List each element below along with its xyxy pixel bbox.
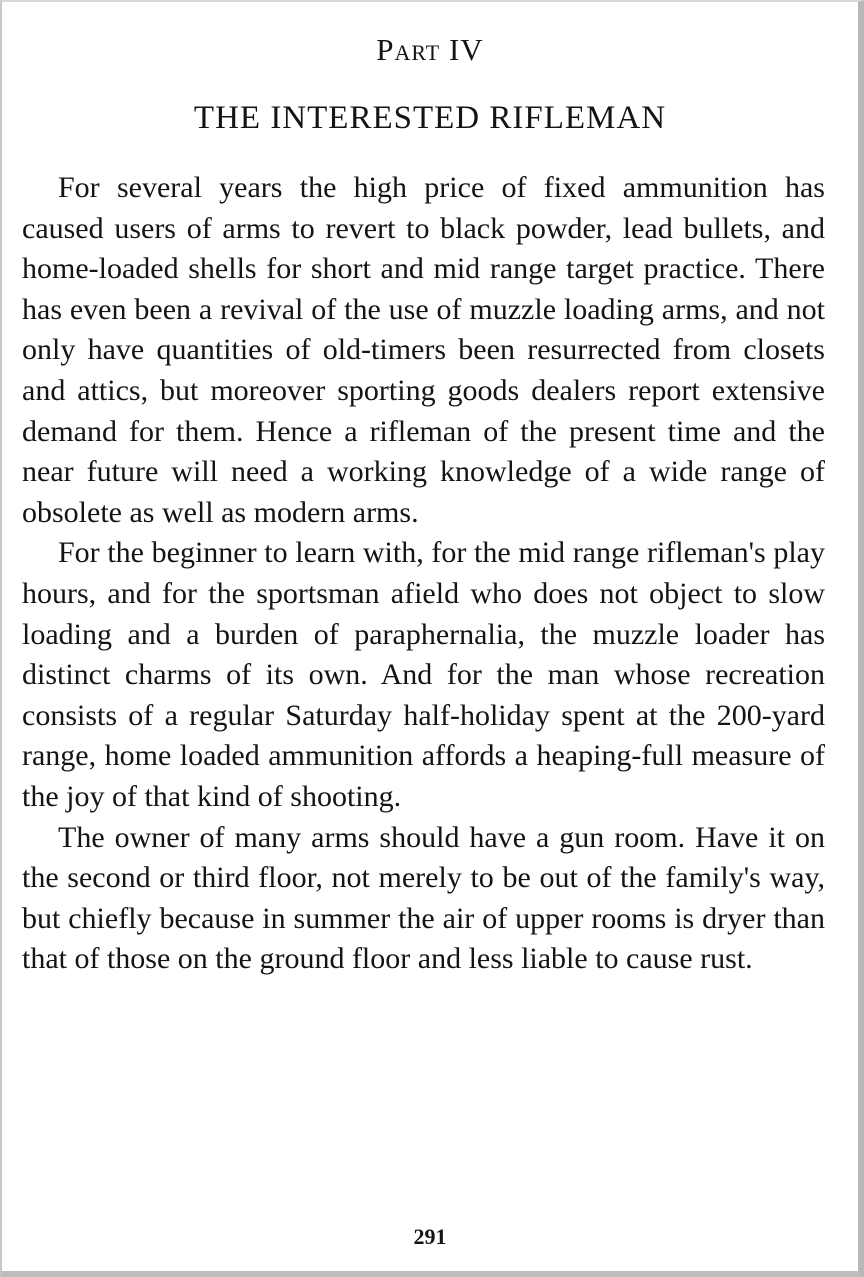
chapter-title: THE INTERESTED RIFLEMAN bbox=[193, 100, 667, 136]
page-number: 291 bbox=[413, 1224, 447, 1249]
body-text bbox=[22, 168, 825, 980]
paragraph: For the beginner to learn with, for the mid range rifleman's play hours, and for the sportsman afield who does not object to slow loading and a burden of paraphernalia, the muzzle loader has distinct charms of its own. And for the man whose recreation consists of a regular Saturday half-holiday spent at the 200-yard range, home loaded ammunition affords a heaping-full measure of the joy of that kind of shooting. bbox=[22, 536, 825, 813]
paragraph: For several years the high price of fixed ammunition has caused users of arms to revert to black powder, lead bullets, and home-loaded shells for short and mid range target practice. There has even been a revival of the use of muzzle loading arms, and not only have quantities of old-timers been resurrected from closets and attics, but moreover sporting goods dealers report extensive demand for them. Hence a rifleman of the present time and the near future will need a working knowledge of a wide range of obsolete as well as modern arms. bbox=[22, 171, 825, 529]
part-heading: Part IV bbox=[376, 32, 484, 67]
paragraph: The owner of many arms should have a gun room. Have it on the second or third floor, not merely to be out of the family's way, but chiefly because in summer the air of upper rooms is dryer than that of those on the ground floor and less liable to cause rust. bbox=[22, 820, 825, 976]
